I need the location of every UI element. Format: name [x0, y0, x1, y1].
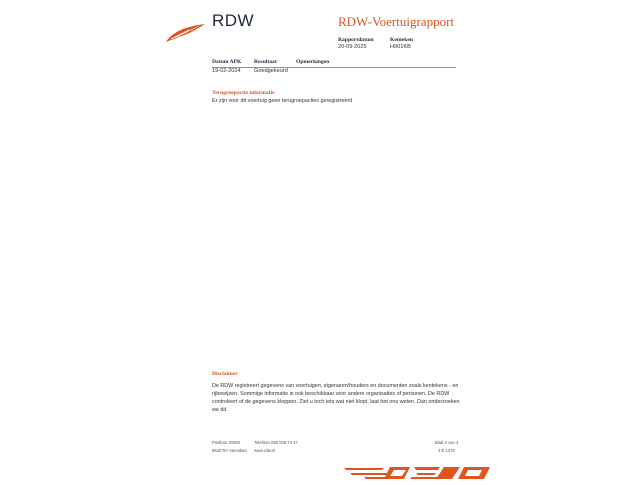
recall-title: Terugroepactie informatie: [212, 90, 275, 96]
apk-row-result: Goedgekeurd: [254, 68, 288, 74]
plate-value: H901KB: [390, 44, 411, 50]
footer-website-link[interactable]: www.rdw.nl: [254, 448, 275, 453]
footer-address-line-1: Postbus 30000: [212, 440, 240, 445]
report-date-value: 20-09-2025: [338, 44, 367, 50]
col-header-date: Datum APK: [212, 59, 242, 65]
report-title: RDW-Voertuigrapport: [338, 14, 455, 29]
footer-address-line-2: 9640 RA Veendam: [212, 448, 247, 453]
disclaimer-line-4: we dit.: [212, 407, 228, 413]
footer-code: 3 E 1479: [438, 448, 455, 453]
disclaimer-line-2: rijbewijzen. Sommige informatie is ook beschikbaar voor andere organisaties of personen. De RDW: [212, 391, 450, 397]
plate-label: Kenteken: [390, 37, 413, 43]
footer-page-number: Blad 3 van 3: [435, 440, 459, 445]
rdw-logo-icon: [165, 22, 207, 49]
recall-text: Er zijn voor dit voertuig geen terugroepacties geregistreerd: [212, 98, 353, 104]
footer-phone: Telefoon 088 008 74 47: [254, 440, 298, 445]
report-date-label: Rapportdatum: [338, 37, 374, 43]
disclaimer-line-1: De RDW registreert gegevens van voertuigen, eigenaren/houders en documenten zoals kentekens - en: [212, 383, 459, 389]
col-header-result: Resultaat: [254, 59, 277, 65]
brand-name: RDW: [212, 11, 255, 30]
disclaimer-line-3: controleert of de gegevens kloppen. Ziet u toch iets wat niet klopt, laat het ons weten. Dan onderzoeken: [212, 399, 460, 405]
footer-stripes-decoration-icon: [344, 465, 492, 485]
apk-row-date: 19-02-2024: [212, 68, 241, 74]
col-header-remarks: Opmerkingen: [296, 59, 330, 65]
table-divider: [212, 67, 456, 68]
disclaimer-title: Disclaimer: [212, 371, 238, 377]
